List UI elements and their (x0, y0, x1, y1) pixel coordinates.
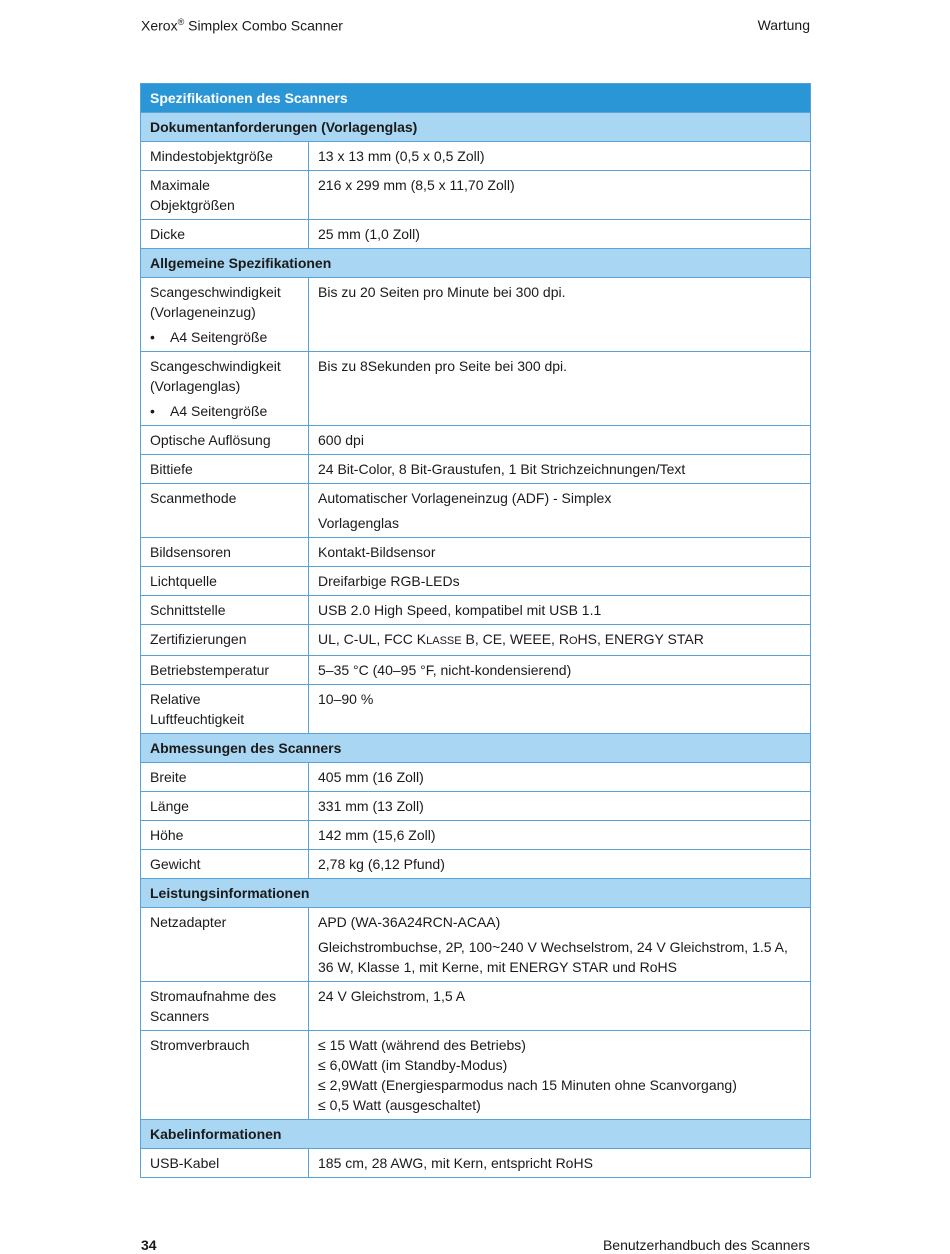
table-row (141, 625, 811, 656)
table-row (141, 142, 811, 171)
row-value: Kontakt-Bildsensor (309, 538, 811, 567)
label-line: Scangeschwindigkeit (150, 358, 281, 374)
row-label: Bildsensoren (141, 538, 309, 567)
bullet-icon: • (150, 329, 155, 345)
row-value: Bis zu 20 Seiten pro Minute bei 300 dpi. (309, 278, 811, 352)
footer-title: Benutzerhandbuch des Scanners (602, 1237, 810, 1253)
row-value: Bis zu 8Sekunden pro Seite bei 300 dpi. (309, 352, 811, 426)
value-text: LASSE (426, 635, 462, 647)
table-row (141, 426, 811, 455)
row-value: USB 2.0 High Speed, kompatibel mit USB 1.1 (309, 596, 811, 625)
row-value: 2,78 kg (6,12 Pfund) (309, 850, 811, 879)
row-value: 216 x 299 mm (8,5 x 11,70 Zoll) (309, 171, 811, 220)
row-label: Länge (141, 792, 309, 821)
label-line: Scangeschwindigkeit (150, 284, 281, 300)
row-label: Betriebstemperatur (141, 656, 309, 685)
row-value: 24 V Gleichstrom, 1,5 A (309, 982, 811, 1031)
value-line: ≤ 2,9Watt (Energiesparmodus nach 15 Minuten ohne Scanvorgang) (318, 1077, 737, 1093)
table-row (141, 352, 811, 426)
row-label: Bittiefe (141, 455, 309, 484)
value-line: Automatischer Vorlageneinzug (ADF) - Simplex (318, 490, 612, 506)
table-row (141, 567, 811, 596)
table-row (141, 538, 811, 567)
label-line: Luftfeuchtigkeit (150, 711, 245, 727)
row-value (309, 625, 811, 656)
row-label: Breite (141, 763, 309, 792)
table-row (141, 484, 811, 538)
row-label: Lichtquelle (141, 567, 309, 596)
brand-name: Xerox (141, 17, 178, 34)
section-heading: Kabelinformationen (141, 1120, 811, 1149)
bullet-text: A4 Seitengröße (170, 329, 268, 345)
registered-mark: ® (177, 17, 185, 27)
row-label (141, 685, 309, 734)
row-label (141, 278, 309, 352)
page-header-title (141, 17, 343, 34)
label-line: (Vorlagenglas) (150, 378, 241, 394)
row-value (309, 484, 811, 538)
row-label (141, 982, 309, 1031)
table-title: Spezifikationen des Scanners (141, 84, 811, 113)
value-line: ≤ 15 Watt (während des Betriebs) (318, 1037, 526, 1053)
row-value: 10–90 % (309, 685, 811, 734)
row-value: 13 x 13 mm (0,5 x 0,5 Zoll) (309, 142, 811, 171)
row-label: Dicke (141, 220, 309, 249)
table-row (141, 455, 811, 484)
table-row (141, 1149, 811, 1178)
page-header-section: Wartung (757, 17, 810, 33)
value-text: O (568, 635, 578, 647)
value-line: APD (WA-36A24RCN-ACAA) (318, 914, 501, 930)
row-label: Höhe (141, 821, 309, 850)
row-value: 405 mm (16 Zoll) (309, 763, 811, 792)
label-line: Stromaufnahme des (150, 988, 277, 1004)
row-label: Mindestobjektgröße (141, 142, 309, 171)
label-line: Scanners (150, 1008, 210, 1024)
value-line: Vorlagenglas (318, 515, 399, 531)
value-line: ≤ 0,5 Watt (ausgeschaltet) (318, 1097, 481, 1113)
label-line: Maximale (150, 177, 210, 193)
value-text: B, CE, WEEE, R (461, 631, 569, 647)
value-text: UL, C-UL, FCC K (318, 631, 427, 647)
bullet-icon: • (150, 403, 155, 419)
bullet-text: A4 Seitengröße (170, 403, 268, 419)
table-row (141, 596, 811, 625)
row-label: Zertifizierungen (141, 625, 309, 656)
row-label: Scanmethode (141, 484, 309, 538)
bullet-item (150, 327, 299, 347)
row-label: Optische Auflösung (141, 426, 309, 455)
section-heading: Allgemeine Spezifikationen (141, 249, 811, 278)
value-line: Gleichstrombuchse, 2P, 100~240 V Wechselstrom, 24 V Gleichstrom, 1.5 A, 36 W, Klasse 1, mit Kerne, mit ENERGY STAR und RoHS (318, 939, 788, 975)
row-value: 600 dpi (309, 426, 811, 455)
row-value: 5–35 °C (40–95 °F, nicht-kondensierend) (309, 656, 811, 685)
bullet-item (150, 401, 299, 421)
product-name: Simplex Combo Scanner (184, 17, 343, 34)
table-row (141, 278, 811, 352)
row-value (309, 908, 811, 982)
value-line: ≤ 6,0Watt (im Standby-Modus) (318, 1057, 508, 1073)
section-heading: Dokumentanforderungen (Vorlagenglas) (141, 113, 811, 142)
table-row (141, 220, 811, 249)
row-label: Stromverbrauch (141, 1031, 309, 1120)
row-value: 142 mm (15,6 Zoll) (309, 821, 811, 850)
table-row (141, 982, 811, 1031)
row-value: Dreifarbige RGB-LEDs (309, 567, 811, 596)
row-label: Gewicht (141, 850, 309, 879)
table-row (141, 656, 811, 685)
row-value (309, 1031, 811, 1120)
row-label: Schnittstelle (141, 596, 309, 625)
row-label: Netzadapter (141, 908, 309, 982)
table-row (141, 850, 811, 879)
table-row (141, 763, 811, 792)
table-row (141, 171, 811, 220)
page-number: 34 (141, 1237, 157, 1253)
section-heading: Leistungsinformationen (141, 879, 811, 908)
label-line: Relative (150, 691, 201, 707)
table-row (141, 821, 811, 850)
row-label (141, 352, 309, 426)
table-row (141, 1031, 811, 1120)
row-label (141, 171, 309, 220)
label-line: (Vorlageneinzug) (150, 304, 256, 320)
value-text: HS, ENERGY STAR (577, 631, 704, 647)
row-value: 331 mm (13 Zoll) (309, 792, 811, 821)
row-value: 185 cm, 28 AWG, mit Kern, entspricht RoHS (309, 1149, 811, 1178)
label-line: Objektgrößen (150, 197, 235, 213)
row-label: USB-Kabel (141, 1149, 309, 1178)
row-value: 24 Bit-Color, 8 Bit-Graustufen, 1 Bit Strichzeichnungen/Text (309, 455, 811, 484)
section-heading: Abmessungen des Scanners (141, 734, 811, 763)
row-value: 25 mm (1,0 Zoll) (309, 220, 811, 249)
table-row (141, 792, 811, 821)
table-row (141, 685, 811, 734)
table-row (141, 908, 811, 982)
spec-table (140, 83, 811, 1178)
